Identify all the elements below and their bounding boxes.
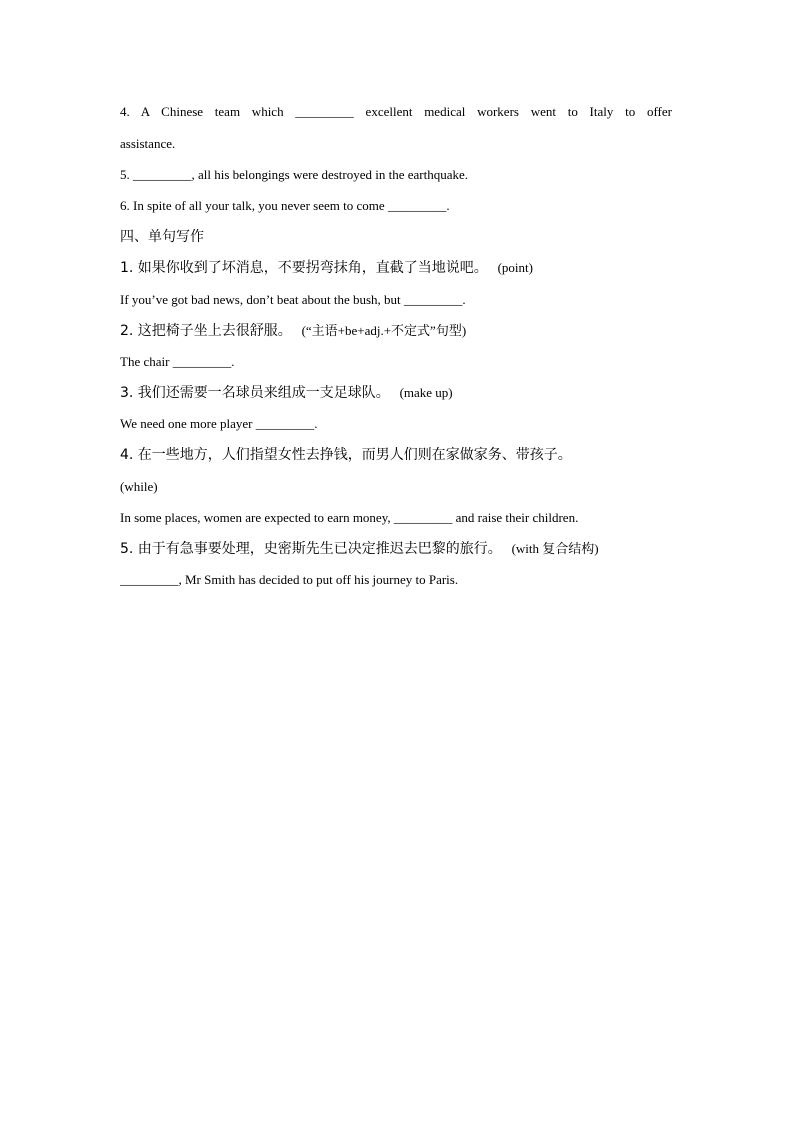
writing-item-2-chinese: 2. 这把椅子坐上去很舒服。 (120, 323, 292, 339)
writing-item-1-chinese: 1. 如果你收到了坏消息，不要拐弯抹角，直截了当地说吧。 (120, 260, 488, 276)
writing-item-5-english: _________, Mr Smith has decided to put off his journey to Paris. (120, 572, 459, 587)
writing-item-1-hint: (point) (497, 260, 533, 275)
writing-item-2-english: The chair _________. (120, 354, 235, 369)
writing-item-4-english: In some places, women are expected to earn money, _________ and raise their children. (120, 510, 579, 525)
writing-item-1-prompt (120, 259, 672, 277)
writing-item-5-hint: (with 复合结构) (511, 541, 599, 556)
section-heading: 四、单句写作 (120, 229, 204, 245)
writing-item-5-prompt (120, 540, 672, 558)
writing-item-3-chinese: 3. 我们还需要一名球员来组成一支足球队。 (120, 385, 390, 401)
question-5: 5. _________, all his belongings were destroyed in the earthquake. (120, 167, 469, 182)
writing-item-2-prompt (120, 322, 672, 340)
writing-item-4-chinese: 4. 在一些地方，人们指望女性去挣钱，而男人们则在家做家务、带孩子。 (120, 447, 572, 463)
writing-item-4-hint: (while) (120, 479, 158, 494)
writing-item-2-hint: (“主语+be+adj.+不定式”句型) (301, 323, 467, 338)
question-4-line-1: 4. A Chinese team which _________ excellent medical workers went to Italy to offer (120, 104, 672, 119)
writing-item-3-prompt (120, 384, 672, 402)
writing-item-1-english: If you’ve got bad news, don’t beat about the bush, but _________. (120, 292, 466, 307)
question-6: 6. In spite of all your talk, you never seem to come _________. (120, 198, 450, 213)
question-4-line-2: assistance. (120, 136, 176, 151)
writing-item-5-chinese: 5. 由于有急事要处理，史密斯先生已决定推迟去巴黎的旅行。 (120, 541, 502, 557)
writing-item-3-english: We need one more player _________. (120, 416, 318, 431)
writing-item-3-hint: (make up) (399, 385, 453, 400)
